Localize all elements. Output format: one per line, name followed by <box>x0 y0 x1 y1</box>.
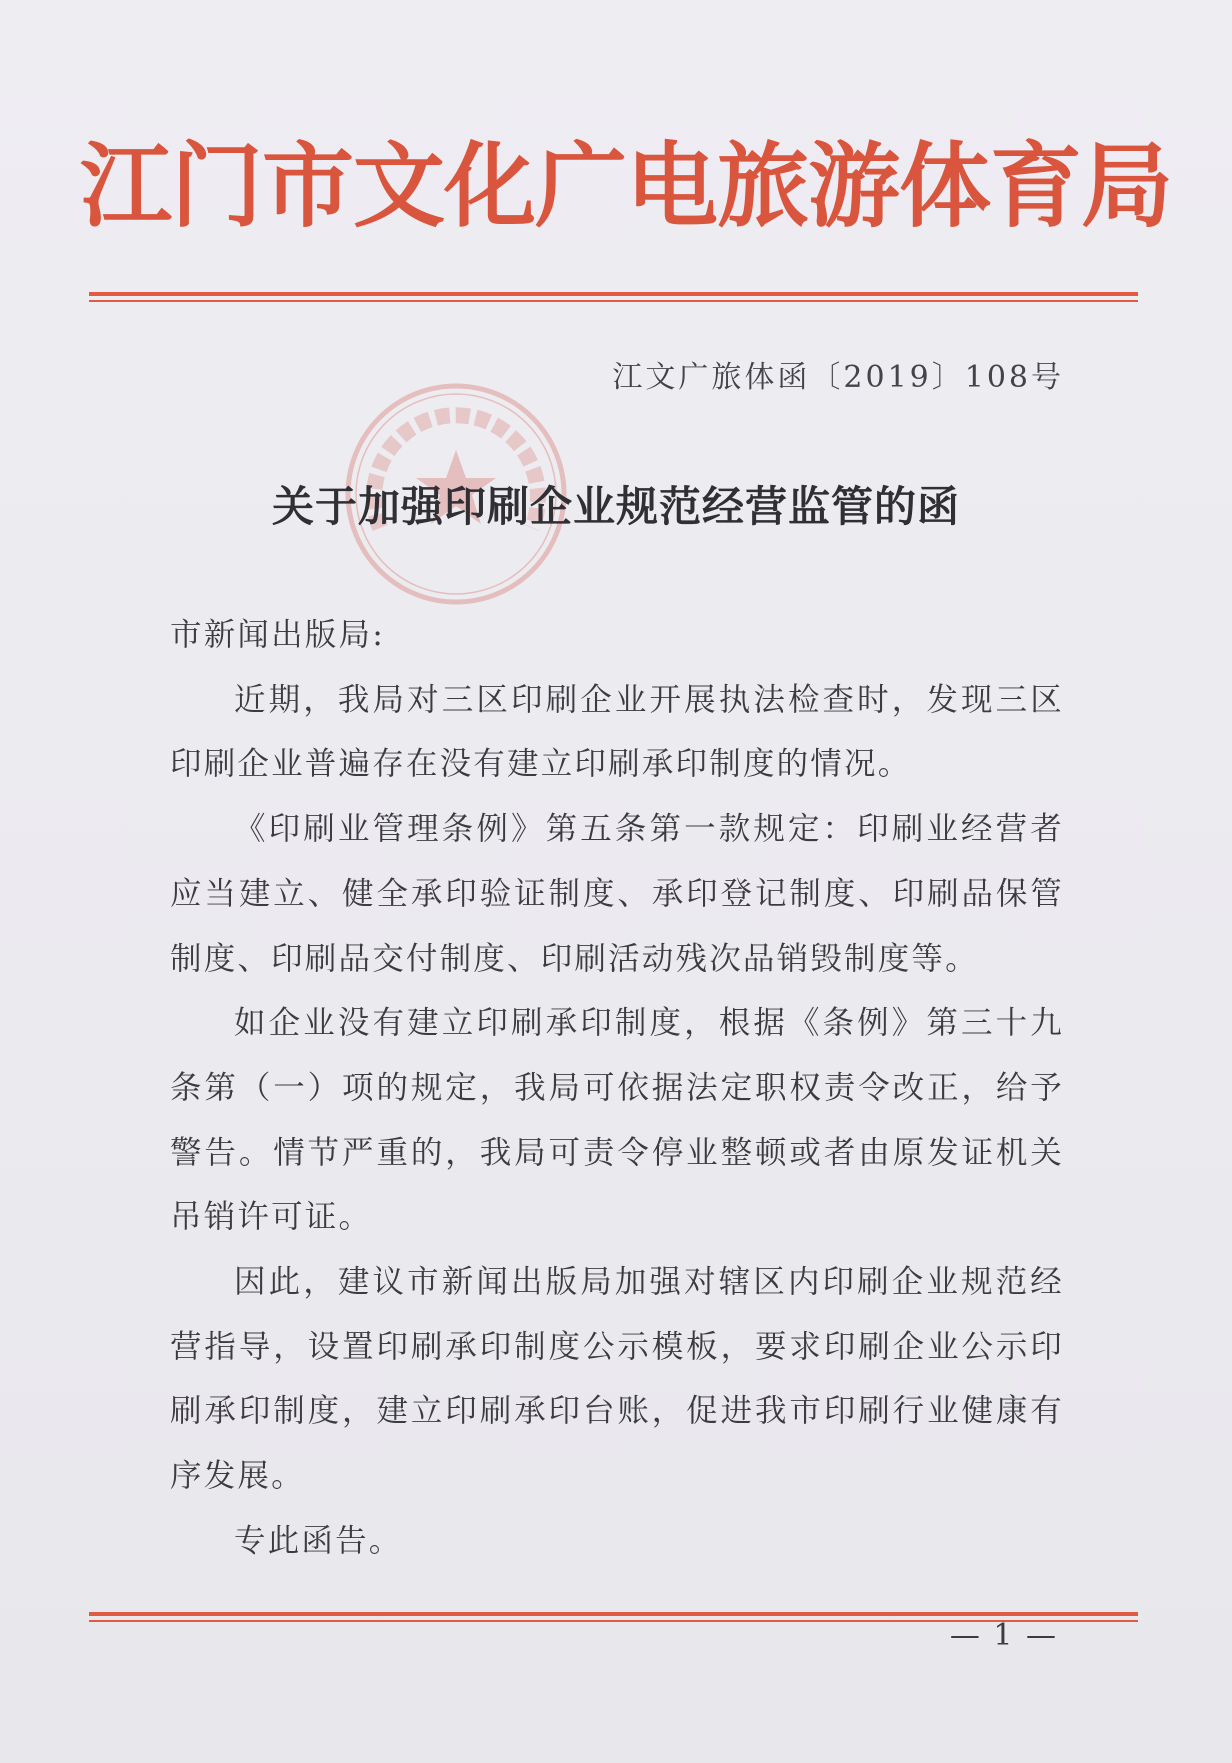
body-paragraph-2: 《印刷业管理条例》第五条第一款规定：印刷业经营者应当建立、健全承印验证制度、承印登记制度、印刷品保管制度、印刷品交付制度、印刷活动残次品销毁制度等。 <box>170 811 1064 977</box>
body-paragraph-1: 近期，我局对三区印刷企业开展执法检查时，发现三区印刷企业普遍存在没有建立印刷承印制度的情况。 <box>170 681 1064 783</box>
letterhead-title: 江门市文化广电旅游体育局 <box>80 132 1173 240</box>
page-number: — 1 — <box>949 1618 1058 1653</box>
body-paragraph-3: 如企业没有建立印刷承印制度，根据《条例》第三十九条第（一）项的规定，我局可依据法定职权责令改正，给予警告。情节严重的，我局可责令停业整顿或者由原发证机关吊销许可证。 <box>170 1005 1064 1236</box>
footer-rule-thick <box>89 1612 1138 1616</box>
letterhead-rule-thick <box>89 292 1138 296</box>
document-number: 江文广旅体函〔2019〕108号 <box>612 360 1064 395</box>
document-title: 关于加强印刷企业规范经营监管的函 <box>271 482 960 531</box>
letter-body <box>170 603 1064 1574</box>
body-paragraph-4: 因此，建议市新闻出版局加强对辖区内印刷企业规范经营指导，设置印刷承印制度公示模板，要求印刷企业公示印刷承印制度，建立印刷承印台账，促进我市印刷行业健康有序发展。 <box>170 1264 1064 1495</box>
letterhead-rule-thin <box>89 300 1138 302</box>
closing-line: 专此函告。 <box>234 1522 403 1559</box>
salutation: 市新闻出版局: <box>170 617 386 653</box>
